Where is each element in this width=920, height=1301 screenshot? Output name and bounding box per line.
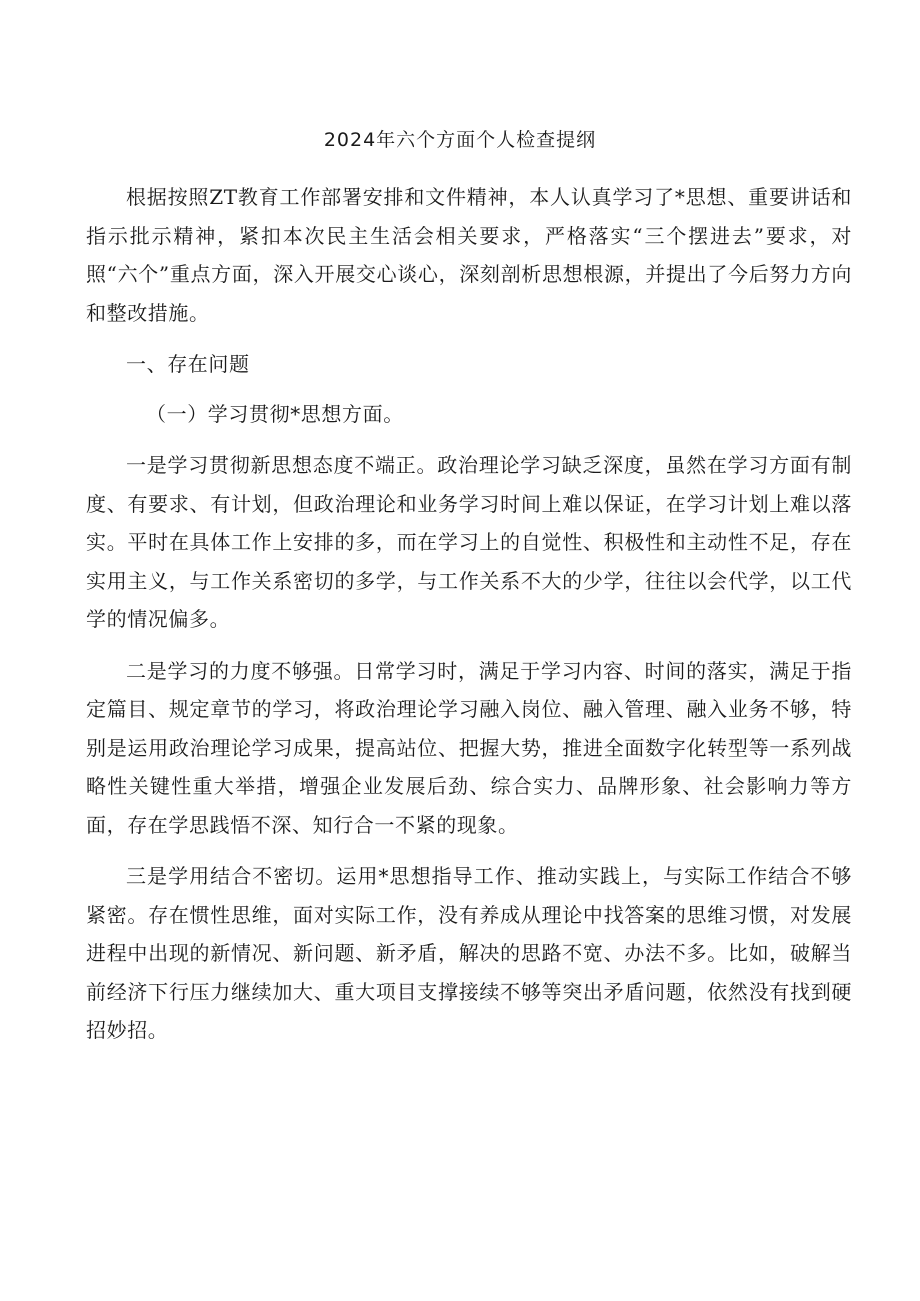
body-paragraph: 二是学习的力度不够强。日常学习时，满足于学习内容、时间的落实，满足于指定篇目、规定章节的学习，将政治理论学习融入岗位、融入管理、融入业务不够，特别是运用政治理论学习成果，提高站位、把握大势，推进全面数字化转型等一系列战略性关键性重大举措，增强企业发展后劲、综合实力、品牌形象、社会影响力等方面，存在学思践悟不深、知行合一不紧的现象。 xyxy=(86,658,852,837)
body-paragraph: 三是学用结合不密切。运用*思想指导工作、推动实践上，与实际工作结合不够紧密。存在惯性思维，面对实际工作，没有养成从理论中找答案的思维习惯，对发展进程中出现的新情况、新问题、新矛盾，解决的思路不宽、办法不多。比如，破解当前经济下行压力继续加大、重大项目支撑接续不够等突出矛盾问题，依然没有找到硬招妙招。 xyxy=(86,864,852,1042)
intro-paragraph: 根据按照ZT教育工作部署安排和文件精神，本人认真学习了*思想、重要讲话和指示批示精神，紧扣本次民主生活会相关要求，严格落实“三个摆进去”要求，对照“六个”重点方面，深入开展交心谈心，深刻剖析思想根源，并提出了今后努力方向和整改措施。 xyxy=(86,185,852,325)
subsection-heading: （一）学习贯彻*思想方面。 xyxy=(146,401,404,426)
document-title: 2024年六个方面个人检查提纲 xyxy=(323,129,597,151)
section-heading: 一、存在问题 xyxy=(126,352,250,376)
body-paragraph: 一是学习贯彻新思想态度不端正。政治理论学习缺乏深度，虽然在学习方面有制度、有要求、有计划，但政治理论和业务学习时间上难以保证，在学习计划上难以落实。平时在具体工作上安排的多，而在学习上的自觉性、积极性和主动性不足，存在实用主义，与工作关系密切的多学，与工作关系不大的少学，往往以会代学，以工代学的情况偏多。 xyxy=(86,453,852,631)
document-body xyxy=(86,178,852,1063)
